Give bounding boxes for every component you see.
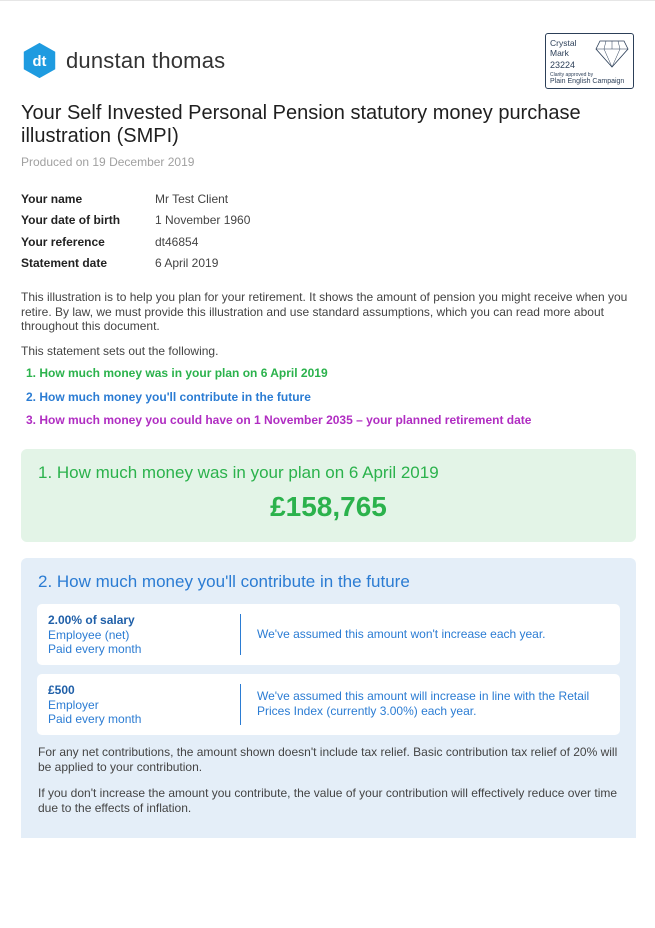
- contribution-who: Employer: [48, 697, 99, 712]
- personal-details: [21, 188, 250, 274]
- intro-paragraph: This illustration is to help you plan for your retirement. It shows the amount of pension you might receive when you retire. By law, we must provide this illustration and use standard assumptions, which you can read more about throughout this document.: [21, 290, 628, 333]
- brand-name: dunstan thomas: [66, 47, 226, 73]
- detail-label: Your date of birth: [21, 213, 121, 228]
- detail-label: Your name: [21, 191, 83, 206]
- tax-relief-note: For any net contributions, the amount shown doesn't include tax relief. Basic contribution tax relief of 20% will be applied to your contribution.: [38, 745, 618, 774]
- contents-list: [26, 366, 531, 437]
- detail-row: [21, 253, 250, 275]
- toc-item-3[interactable]: 3. How much money you could have on 1 November 2035 – your planned retirement date: [26, 413, 532, 427]
- detail-label: Your reference: [21, 234, 105, 249]
- section-1-title: 1. How much money was in your plan on 6 April 2019: [38, 463, 439, 482]
- toc-item-1[interactable]: 1. How much money was in your plan on 6 April 2019: [26, 366, 328, 380]
- detail-value: dt46854: [155, 234, 199, 249]
- produced-date: Produced on 19 December 2019: [21, 155, 195, 169]
- crystal-mark-title: Crystal Mark: [550, 38, 577, 58]
- toc-item-2[interactable]: 2. How much money you'll contribute in the future: [26, 389, 311, 404]
- crystal-mark-number: 23224: [550, 60, 576, 70]
- contribution-who: Employee (net): [48, 627, 130, 642]
- plan-value-amount: £158,765: [270, 491, 387, 522]
- detail-row: [21, 231, 250, 253]
- detail-row: [21, 188, 250, 210]
- section-2-panel: [21, 558, 636, 838]
- dt-logo-icon: [21, 42, 58, 79]
- contribution-note: We've assumed this amount won't increase each year.: [257, 627, 546, 641]
- svg-text:dt: dt: [32, 54, 47, 71]
- contribution-amount: 2.00% of salary: [48, 613, 135, 627]
- detail-value: 6 April 2019: [155, 256, 219, 271]
- page-title: Your Self Invested Personal Pension statutory money purchase illustration (SMPI): [21, 102, 581, 147]
- inflation-note: If you don't increase the amount you contribute, the value of your contribution will effectively reduce over time due to the effects of inflation.: [38, 786, 618, 815]
- section-2-title: 2. How much money you'll contribute in the future: [38, 572, 410, 591]
- crystal-mark-org: Plain English Campaign: [550, 78, 625, 85]
- contribution-card-employee: [37, 604, 620, 665]
- section-1-panel: [21, 449, 636, 542]
- card-divider: [240, 684, 241, 725]
- brand-logo: [21, 42, 225, 79]
- card-divider: [240, 614, 241, 655]
- detail-value: Mr Test Client: [155, 191, 229, 206]
- detail-value: 1 November 1960: [155, 213, 251, 228]
- crystal-mark-badge: [545, 33, 634, 89]
- crystal-mark-clarity: Clarity approved by: [550, 72, 594, 78]
- contribution-info: [48, 613, 141, 657]
- diamond-icon: [594, 37, 630, 69]
- top-divider: [0, 0, 655, 1]
- contribution-amount: £500: [48, 683, 75, 697]
- contribution-note: We've assumed this amount will increase in line with the Retail Prices Index (currently 3.00%) each year.: [257, 689, 590, 718]
- sets-out-text: This statement sets out the following.: [21, 344, 219, 358]
- contribution-frequency: Paid every month: [48, 712, 142, 726]
- detail-label: Statement date: [21, 256, 108, 271]
- detail-row: [21, 210, 250, 232]
- contribution-frequency: Paid every month: [48, 642, 142, 656]
- contribution-card-employer: [37, 674, 620, 735]
- contribution-info: [48, 683, 141, 727]
